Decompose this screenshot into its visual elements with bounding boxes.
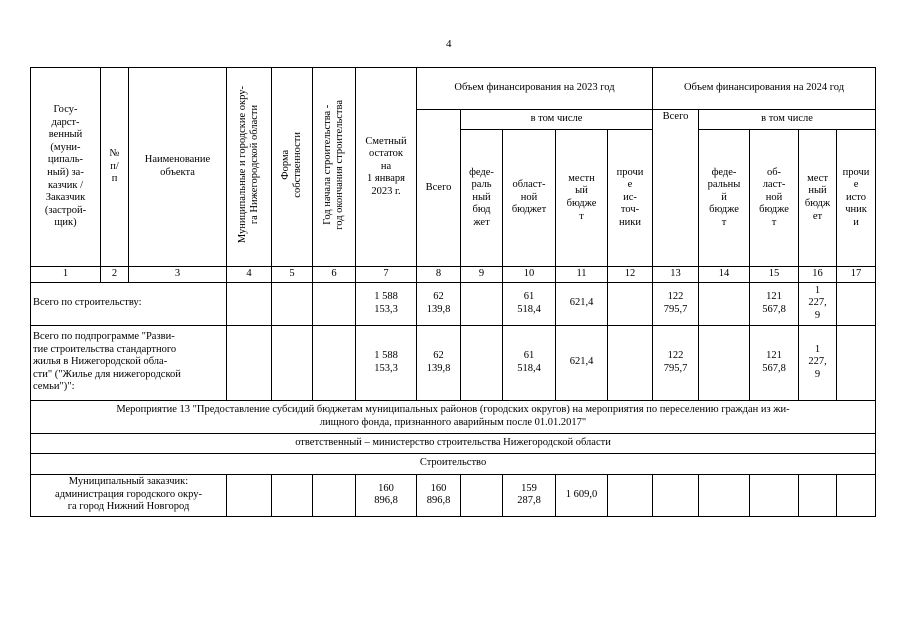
row-label-municipal-customer: Муниципальный заказчик: администрация городского окру- га город Нижний Новгород	[31, 474, 227, 516]
cell-total-2024: 122 795,7	[653, 325, 699, 400]
cell-regional-2023: 61 518,4	[503, 325, 556, 400]
table-row	[31, 453, 876, 474]
empty-cell	[699, 474, 750, 516]
empty-cell	[272, 282, 313, 325]
header-federal-2023: феде- раль ный бюд жет	[461, 130, 503, 267]
header-customer: Госу- дарст- венный (муни- ципаль- ный) за- казчик / Заказчик (застрой- щик)	[31, 68, 101, 267]
cell-estimate: 160 896,8	[356, 474, 417, 516]
empty-cell	[608, 325, 653, 400]
empty-cell	[608, 474, 653, 516]
header-ownership-text: Форма собственности	[279, 131, 303, 198]
empty-cell	[799, 474, 837, 516]
col-number: 15	[750, 267, 799, 283]
empty-cell	[837, 325, 876, 400]
col-number: 7	[356, 267, 417, 283]
empty-cell	[313, 282, 356, 325]
cell-local-2023: 621,4	[556, 325, 608, 400]
header-object-name: Наименование объекта	[129, 68, 227, 267]
cell-local-2023: 1 609,0	[556, 474, 608, 516]
table-row	[31, 474, 876, 516]
financing-table	[30, 67, 876, 517]
measure-title: Мероприятие 13 "Предоставление субсидий бюджетам муниципальных районов (городских округов) на мероприятия по переселению граждан из жи- лищного фонда, признанного аварийным после 01.01.2017"	[31, 400, 876, 433]
cell-regional-2024: 121 567,8	[750, 325, 799, 400]
header-municipal-district	[227, 68, 272, 267]
construction-section-title: Строительство	[31, 453, 876, 474]
empty-cell	[461, 474, 503, 516]
header-incl-2023: в том числе	[461, 110, 653, 130]
col-number: 4	[227, 267, 272, 283]
col-number: 2	[101, 267, 129, 283]
empty-cell	[227, 474, 272, 516]
cell-total-2023: 62 139,8	[417, 282, 461, 325]
empty-cell	[227, 325, 272, 400]
col-number: 13	[653, 267, 699, 283]
header-municipal-text: Муниципальные и городские окру- га Нижегородской области	[236, 86, 260, 244]
responsible-row: ответственный – министерство строительства Нижегородской области	[31, 433, 876, 453]
page-number: 4	[446, 38, 452, 50]
header-financing-2024: Объем финансирования на 2024 год	[653, 68, 876, 110]
empty-cell	[699, 282, 750, 325]
empty-cell	[699, 325, 750, 400]
cell-regional-2024: 121 567,8	[750, 282, 799, 325]
header-regional-2024: об- ласт- ной бюдже т	[750, 130, 799, 267]
cell-total-2023: 160 896,8	[417, 474, 461, 516]
header-other-2023: прочи е ис- точ- ники	[608, 130, 653, 267]
col-number: 17	[837, 267, 876, 283]
col-number: 12	[608, 267, 653, 283]
empty-cell	[837, 474, 876, 516]
row-label-total-construction: Всего по строительству:	[31, 282, 227, 325]
header-number: № п/ п	[101, 68, 129, 267]
header-local-2023: местн ый бюдже т	[556, 130, 608, 267]
cell-local-2024: 1 227, 9	[799, 325, 837, 400]
row-label-total-subprogram: Всего по подпрограмме "Разви- тие строительства стандартного жилья в Нижегородской обла- сти" ("Жилье для нижегородской семьи")":	[31, 325, 227, 400]
empty-cell	[750, 474, 799, 516]
header-financing-2023: Объем финансирования на 2023 год	[417, 68, 653, 110]
empty-cell	[608, 282, 653, 325]
cell-estimate: 1 588 153,3	[356, 325, 417, 400]
table-row	[31, 325, 876, 400]
header-years	[313, 68, 356, 267]
header-total-2023: Всего	[417, 110, 461, 267]
header-ownership	[272, 68, 313, 267]
empty-cell	[313, 325, 356, 400]
header-other-2024: прочи е исто чник и	[837, 130, 876, 267]
col-number: 6	[313, 267, 356, 283]
empty-cell	[272, 474, 313, 516]
header-local-2024: мест ный бюдж ет	[799, 130, 837, 267]
col-number: 5	[272, 267, 313, 283]
cell-total-2023: 62 139,8	[417, 325, 461, 400]
cell-local-2023: 621,4	[556, 282, 608, 325]
header-estimate: Сметный остаток на 1 января 2023 г.	[356, 68, 417, 267]
col-number: 10	[503, 267, 556, 283]
col-number: 9	[461, 267, 503, 283]
header-incl-2024: в том числе	[699, 110, 876, 130]
cell-total-2024: 122 795,7	[653, 282, 699, 325]
table-row	[31, 433, 876, 453]
col-number: 16	[799, 267, 837, 283]
empty-cell	[227, 282, 272, 325]
header-total-2024: Всего	[653, 110, 699, 267]
empty-cell	[837, 282, 876, 325]
col-number: 11	[556, 267, 608, 283]
col-number: 14	[699, 267, 750, 283]
cell-regional-2023: 61 518,4	[503, 282, 556, 325]
col-number: 8	[417, 267, 461, 283]
cell-regional-2023: 159 287,8	[503, 474, 556, 516]
col-number: 1	[31, 267, 101, 283]
header-federal-2024: феде- ральны й бюдже т	[699, 130, 750, 267]
empty-cell	[313, 474, 356, 516]
table-row	[31, 282, 876, 325]
header-regional-2023: област- ной бюджет	[503, 130, 556, 267]
col-number: 3	[129, 267, 227, 283]
column-numbers-row	[31, 267, 876, 283]
cell-estimate: 1 588 153,3	[356, 282, 417, 325]
empty-cell	[461, 325, 503, 400]
header-years-text: Год начала строительства - год окончания строительства	[321, 99, 345, 230]
empty-cell	[653, 474, 699, 516]
table-row	[31, 400, 876, 433]
empty-cell	[272, 325, 313, 400]
empty-cell	[461, 282, 503, 325]
cell-local-2024: 1 227, 9	[799, 282, 837, 325]
